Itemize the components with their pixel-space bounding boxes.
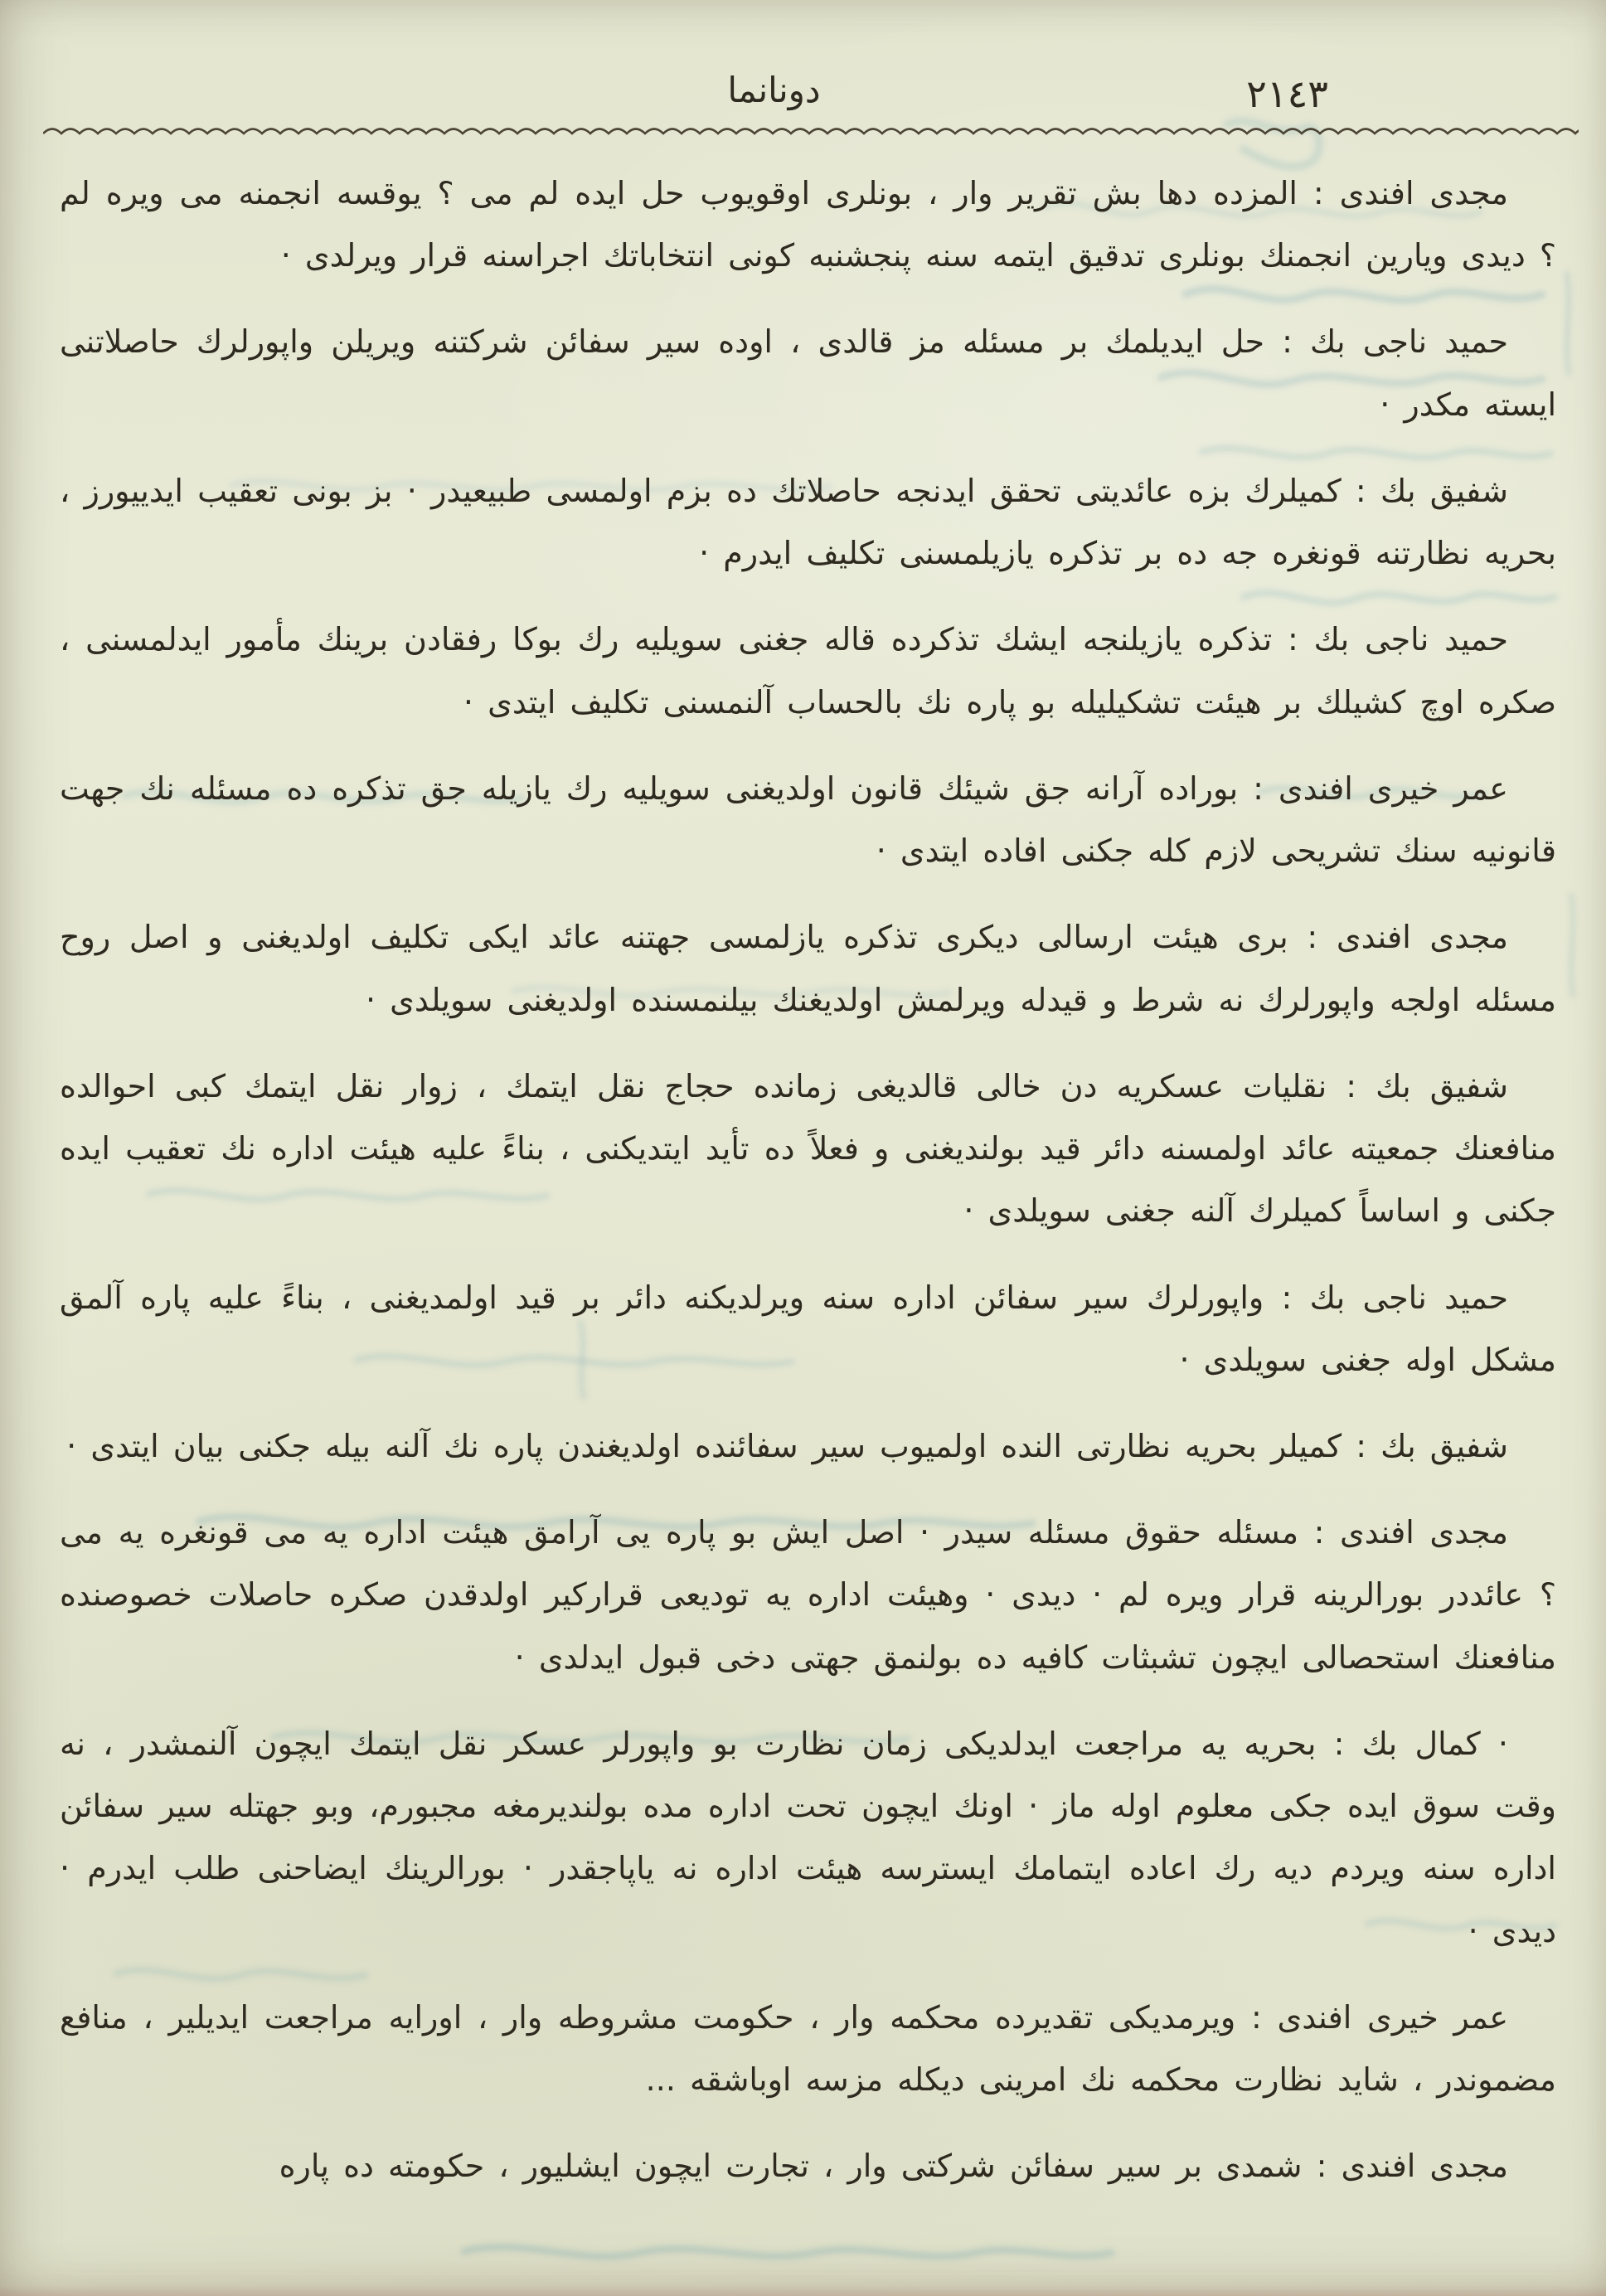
paragraph-hamid-naci-bey-2: حميد ناجى بك : تذكره يازيلنجه ايشك تذكرده قاله جغنى سويليه رك بوكا رفقادن برينك مأمور ايدلمسنى ، صكره اوچ كشيلك بر هيئت تشكيليله بو پاره نك بالحساب آلنمسنى تكليف ايتدى ·: [60, 621, 1556, 721]
paragraph-mecdi-efendi-4: مجدى افندى : شمدى بر سير سفائن شركتى وار ، تجارت ايچون ايشليور ، حكومته ده پاره: [279, 2148, 1508, 2185]
paragraph-mecdi-efendi-1: مجدى افندى : المزده دها بش تقرير وار ، بونلرى اوقويوب حل ايده لم مى ؟ يوقسه انجمنه مى ويره لم ؟ ديدى ويارين انجمنك بونلرى تدقيق ايتمه سنه پنجشنبه كونى انتخاباتك اجراسنه قرار ويرلدى ·: [60, 175, 1556, 274]
paragraph-omer-hayri-efendi-2: عمر خيرى افندى : ويرمديكى تقديرده محكمه وار ، حكومت مشروطه وار ، اورايه مراجعت ايديلير ، منافع مضموندر ، شايد نظارت محكمه نك امرينى ديكله مزسه اوباشقه ...: [60, 1998, 1556, 2099]
wavy-rule: [43, 121, 1579, 139]
paragraph-mecdi-efendi-3: مجدى افندى : مسئله حقوق مسئله سيدر · اصل ايش بو پاره يى آرامق هيئت اداره يه مى قونغره يه مى ؟ عائددر بورالرينه قرار ويره لم · ديدى · وهيئت اداره يه توديعى قراركير اولدقدن صكره حاصلات خصوصنده منافعنك استحصالى ايچون تشبثات كافيه ده بولنمق جهتى دخى قبول ايدلدى ·: [60, 1514, 1556, 1676]
paragraph-kemal-bey-1: · كمال بك : بحريه يه مراجعت ايدلديكى زمان نظارت بو واپورلر عسكر نقل ايتمك ايچون آلنمشدر ، نه وقت سوق ايده جكى معلوم اوله ماز · اونك ايچون تحت اداره مده بولنديرمغه مجبورم، وبو جهتله سير سفائن اداره سنه ويردم ديه رك اعاده ايتمامك ايسترسه هيئت اداره نه ياپاجقدر · بورالرينك ايضاحنى طلب ايدرم · ديدى ·: [60, 1725, 1556, 1949]
scan-edge: [0, 2285, 1606, 2296]
paragraph-sefik-bey-1: شفيق بك : كميلرك بزه عائديتى تحقق ايدنجه حاصلاتك ده بزم اولمسى طبيعيدر · بز بونى تعقيب ايدييورز ، بحريه نظارتنه قونغره جه ده بر تذكره يازيلمسنى تكليف ايدرم ·: [60, 472, 1556, 572]
paragraph-sefik-bey-3: شفيق بك : كميلر بحريه نظارتى النده اولميوب سير سفائنده اولديغندن پاره نك آلنه بيله جكنى بيان ايتدى ·: [66, 1427, 1508, 1464]
page-number: ٢١٤٣: [1246, 71, 1328, 116]
minutes-text: [60, 163, 1556, 2222]
running-title: دونانما: [727, 70, 821, 110]
paragraph-hamid-naci-bey-1: حميد ناجى بك : حل ايديلمك بر مسئله مز قالدى ، اوده سير سفائن شركتنه ويريلن واپورلرك حاصلاتنى ايسته مكدر ·: [60, 323, 1556, 423]
paragraph-sefik-bey-2: شفيق بك : نقليات عسكريه دن خالى قالديغى زمانده حجاج نقل ايتمك ، زوار نقل ايتمك كبى احوالده منافعنك جمعيته عائد اولمسنه دائر قيد بولنديغنى و فعلاً ده تأيد ايتديكنى ، بناءً عليه هيئت اداره نك تعقيب ايده جكنى و اساساً كميلرك آلنه جغنى سويلدى ·: [60, 1067, 1556, 1230]
paragraph-omer-hayri-efendi-1: عمر خيرى افندى : بوراده آرانه جق شيئك قانون اولديغنى سويليه رك يازيله جق تذكره ده مسئله نك جهت قانونيه سنك تشريحى لازم كله جكنى افاده ايتدى ·: [60, 769, 1556, 870]
paragraph-hamid-naci-bey-3: حميد ناجى بك : واپورلرك سير سفائن اداره سنه ويرلديكنه دائر بر قيد اولمديغنى ، بناءً عليه پاره آلمق مشكل اوله جغنى سويلدى ·: [60, 1279, 1556, 1378]
paragraph-mecdi-efendi-2: مجدى افندى : برى هيئت ارسالى ديكرى تذكره يازلمسى جهتنه عائد ايكى تكليف اولديغنى و اصل روح مسئله اولجه واپورلرك نه شرط و قيدله ويرلمش اولديغنك بيلنمسنده اولديغنى سويلدى ·: [60, 919, 1556, 1018]
